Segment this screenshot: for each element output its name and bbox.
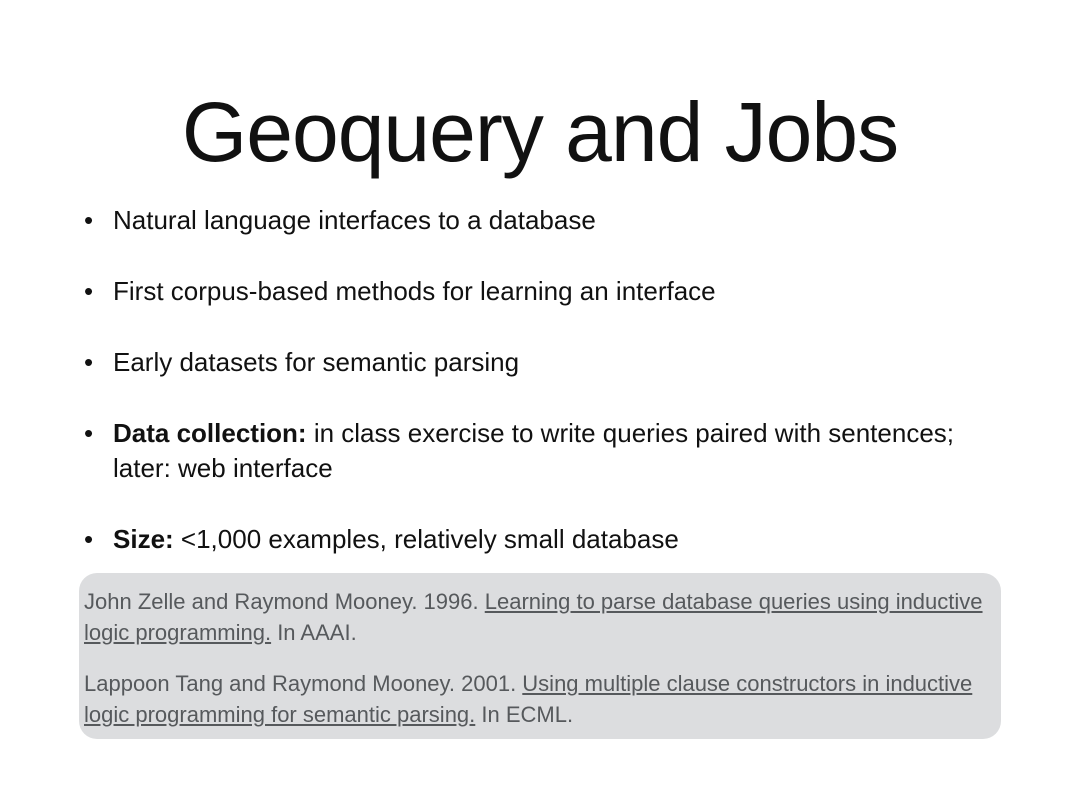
bullet-text: <1,000 examples, relatively small database	[173, 524, 679, 554]
references-box	[79, 573, 1001, 739]
bullet-dot-icon: •	[84, 205, 94, 235]
bullet-text: First corpus-based methods for learning an interface	[113, 276, 716, 306]
bullet-item	[84, 416, 984, 486]
bullet-text: Natural language interfaces to a database	[113, 205, 596, 235]
bullet-text: Early datasets for semantic parsing	[113, 347, 520, 377]
bullet-text: in class exercise to write queries paired with sentences; later: web interface	[113, 418, 955, 483]
reference-entry	[84, 668, 993, 730]
bullet-item	[84, 345, 984, 380]
reference-authors: Lappoon Tang and Raymond Mooney. 2001.	[84, 671, 523, 696]
bullet-dot-icon: •	[84, 347, 94, 377]
bullet-dot-icon: •	[84, 276, 94, 306]
bullet-dot-icon: •	[84, 524, 94, 554]
slide-title: Geoquery and Jobs	[181, 85, 899, 179]
bullet-item	[84, 274, 984, 309]
reference-venue: In ECML.	[475, 702, 574, 727]
reference-venue: In AAAI.	[271, 620, 357, 645]
reference-entry	[84, 586, 993, 648]
bullet-dot-icon: •	[84, 418, 94, 448]
bullet-list	[84, 203, 984, 593]
reference-link[interactable]: Learning to parse database queries using inductive logic programming.	[84, 589, 983, 645]
bullet-label: Data collection:	[113, 418, 307, 448]
bullet-item	[84, 203, 984, 238]
reference-authors: John Zelle and Raymond Mooney. 1996.	[84, 589, 485, 614]
bullet-item	[84, 522, 984, 557]
bullet-label: Size:	[113, 524, 174, 554]
reference-link[interactable]: Using multiple clause constructors in inductive logic programming for semantic parsing.	[84, 671, 973, 727]
